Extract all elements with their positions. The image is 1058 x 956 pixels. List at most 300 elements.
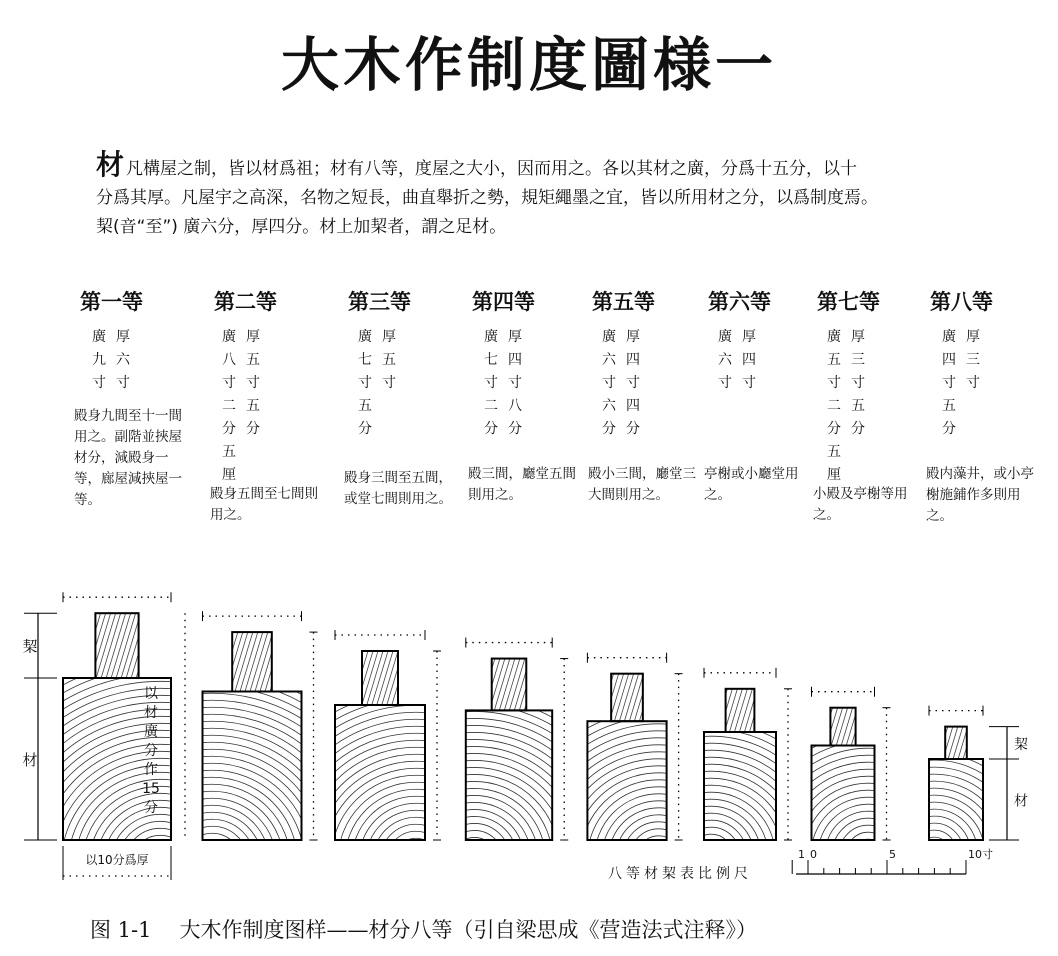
grain-ring (626, 771, 796, 905)
grain-line (312, 651, 328, 705)
grain-line (579, 674, 593, 722)
wood-grain (903, 727, 998, 759)
wood-grain (155, 632, 328, 691)
grain-ring (588, 787, 730, 905)
grain-line (444, 659, 460, 711)
grain-ring (926, 844, 942, 860)
grade-dimension-char: 分 (508, 421, 522, 437)
grain-ring (401, 845, 431, 875)
grain-line (171, 613, 190, 678)
qi-block (232, 632, 272, 691)
grade-dimension-char: 三 (966, 352, 980, 368)
inside-label-char: 分 (144, 743, 158, 759)
grade-dimension-char: 分 (827, 421, 841, 437)
grade-dimension-char: 六 (718, 352, 732, 368)
grain-ring (0, 630, 444, 905)
grain-line (260, 632, 278, 691)
grain-line (514, 659, 530, 711)
grade-usage-note: 殿身五間至七間則用之。 (210, 486, 318, 523)
grain-ring (912, 830, 956, 874)
grain-line (968, 727, 978, 759)
grain-line (235, 632, 253, 691)
grade-usage-note: 殿身三間至五間，或堂七間則用之。 (344, 470, 452, 507)
grain-ring (78, 728, 346, 905)
grade-name: 第七等 (817, 290, 880, 314)
inside-label-char: 以 (144, 686, 158, 702)
grade-dimension-char: 五 (358, 398, 372, 414)
grain-line (769, 689, 782, 732)
grain-line (918, 727, 928, 759)
grain-line (250, 632, 268, 691)
grain-line (784, 689, 797, 732)
grade-dimension-char: 二 (484, 398, 498, 414)
grain-line (866, 708, 877, 746)
wood-grain (0, 611, 413, 905)
grain-line (407, 651, 423, 705)
grain-ring (219, 663, 613, 905)
grain-line (310, 632, 328, 691)
grain-line (861, 708, 872, 746)
grain-ring (396, 781, 552, 905)
grain-line (180, 632, 198, 691)
grain-line (322, 651, 338, 705)
grain-line (564, 674, 578, 722)
grade-dimension-char: 厚 (508, 329, 522, 345)
grain-line (181, 613, 200, 678)
grain-ring (602, 801, 716, 905)
grade-dimension-char: 五 (246, 398, 260, 414)
grade-dimension-char: 厚 (626, 329, 640, 345)
grain-line (71, 613, 90, 678)
inside-label-char: 廣 (144, 724, 158, 740)
scale-tick-label: 0 (810, 848, 817, 861)
grain-line (76, 613, 95, 678)
grade-usage-note: 亭榭或小廳堂用之。 (704, 466, 799, 503)
grade-name: 第三等 (348, 290, 411, 314)
qi-label-right: 栔 (1014, 736, 1028, 753)
grain-line (382, 651, 398, 705)
grain-ring (668, 813, 754, 899)
grade-dimension-char: 五 (222, 444, 236, 460)
grain-line (908, 727, 918, 759)
grain-line (856, 708, 867, 746)
grain-line (963, 727, 973, 759)
grade-dimension-char: 寸 (92, 375, 106, 391)
grain-line (220, 632, 238, 691)
grain-ring (459, 844, 489, 874)
grain-line (876, 708, 887, 746)
grain-line (342, 651, 358, 705)
grain-ring (303, 747, 529, 905)
grain-line (106, 613, 125, 678)
grain-line (111, 613, 130, 678)
grain-line (205, 632, 223, 691)
grain-line (816, 708, 827, 746)
grain-ring (818, 804, 918, 904)
grain-ring (0, 625, 399, 905)
grain-line (554, 674, 568, 722)
grain-line (392, 651, 408, 705)
grain-line (801, 708, 812, 746)
grain-ring (863, 781, 1005, 905)
grain-ring (560, 759, 758, 905)
grain-ring (106, 756, 318, 905)
grade-dimension-char: 分 (484, 421, 498, 437)
grain-line (397, 651, 413, 705)
intro-line-2: 分爲其厚。凡屋宇之高深，名物之短長，曲直舉折之勢，規矩繩墨之宜，皆以所用材之分，以爲制度焉。 (96, 188, 878, 208)
grain-line (352, 651, 368, 705)
grain-line (928, 727, 938, 759)
grain-ring (821, 739, 1047, 905)
grain-ring (310, 754, 522, 905)
grain-line (881, 708, 892, 746)
grain-line (165, 632, 183, 691)
grade-dimension-char: 五 (942, 398, 956, 414)
grain-line (459, 659, 475, 711)
cai-label-right: 材 (1014, 793, 1028, 810)
grain-ring (338, 782, 494, 905)
grain-ring (359, 803, 473, 905)
grain-line (151, 613, 170, 678)
grain-ring (891, 809, 977, 895)
grain-line (841, 708, 852, 746)
grain-ring (352, 796, 480, 905)
grade-dimension-char: 廣 (222, 329, 236, 345)
grain-line (744, 689, 757, 732)
grain-ring (380, 824, 452, 896)
grain-ring (50, 700, 374, 905)
grain-ring (43, 693, 381, 905)
grade-name: 第一等 (80, 290, 143, 314)
grain-line (469, 659, 485, 711)
grain-line (367, 651, 383, 705)
qi-label: 栔 (22, 637, 38, 656)
grain-ring (651, 850, 667, 866)
grade-dimension-char: 寸 (966, 375, 980, 391)
grain-ring (0, 674, 350, 905)
grain-line (307, 651, 323, 705)
grade-dimension-char: 厚 (246, 329, 260, 345)
grade-dimension-char: 五 (382, 352, 396, 368)
intro-line-3: 栔(音“至”) 廣六分，厚四分。材上加栔者，謂之足材。 (96, 217, 507, 237)
grain-line (81, 613, 100, 678)
grain-line (659, 674, 673, 722)
grain-line (300, 632, 318, 691)
grade-dimension-char: 分 (851, 421, 865, 437)
grain-line (161, 613, 180, 678)
grain-line (649, 674, 663, 722)
grade-dimension-char: 寸 (484, 375, 498, 391)
grain-line (166, 613, 185, 678)
grain-line (417, 651, 433, 705)
grain-ring (438, 823, 510, 895)
grain-line (327, 651, 343, 705)
grain-line (195, 632, 213, 691)
grade-dimension-char: 寸 (602, 375, 616, 391)
grain-line (280, 632, 298, 691)
timber-block-7 (720, 687, 1016, 905)
grain-ring (148, 798, 276, 905)
grade-dimension-char: 寸 (382, 375, 396, 391)
wood-grain (11, 613, 200, 678)
grain-ring (197, 847, 227, 877)
grain-line (933, 727, 943, 759)
grain-line (988, 727, 998, 759)
grain-line (871, 708, 882, 746)
grade-dimension-char: 五 (827, 352, 841, 368)
grain-line (175, 632, 193, 691)
grade-dimension-char: 五 (246, 352, 260, 368)
grain-line (584, 674, 598, 722)
grain-line (176, 613, 195, 678)
grade-dimension-char: 厚 (382, 329, 396, 345)
grain-line (779, 689, 792, 732)
grain-ring (466, 851, 482, 867)
grade-dimension-char: 四 (626, 352, 640, 368)
grain-ring (417, 802, 531, 905)
grain-ring (176, 826, 248, 898)
grain-ring (640, 785, 782, 905)
grain-line (56, 613, 75, 678)
grain-ring (755, 741, 981, 905)
grade-dimension-char: 分 (942, 421, 956, 437)
grain-ring (804, 790, 932, 905)
grain-line (851, 708, 862, 746)
grain-ring (89, 793, 231, 905)
grade-usage-note: 殿小三間，廳堂三大間則用之。 (588, 466, 696, 503)
grade-dimension-char: 厘 (827, 467, 841, 483)
grain-ring (155, 805, 269, 905)
grade-dimension-char: 寸 (742, 375, 756, 391)
grain-ring (26, 730, 294, 905)
intro-line-1: 凡構屋之制，皆以材爲祖；材有八等，度屋之大小，因而用之。各以其材之廣，分爲十五分，以十 (126, 159, 858, 179)
grain-line (170, 632, 188, 691)
grain-line (781, 708, 792, 746)
grain-line (549, 659, 565, 711)
grain-line (674, 674, 688, 722)
grain-line (554, 659, 570, 711)
grain-line (729, 689, 742, 732)
grain-line (494, 659, 510, 711)
grade-dimension-char: 四 (626, 398, 640, 414)
grain-ring (205, 649, 627, 905)
grain-ring (75, 779, 245, 905)
grain-line (357, 651, 373, 705)
grain-line (285, 632, 303, 691)
grain-line (499, 659, 515, 711)
grain-line (684, 689, 697, 732)
grain-line (509, 659, 525, 711)
grain-line (559, 659, 575, 711)
figure-caption-text: 大木作制度图样——材分八等（引自梁思成《营造法式注释》） (179, 918, 757, 942)
grain-line (796, 708, 807, 746)
grain-line (973, 727, 983, 759)
grade-dimension-char: 廣 (602, 329, 616, 345)
grain-line (589, 674, 603, 722)
grain-line (734, 689, 747, 732)
grain-line (210, 632, 228, 691)
grain-ring (898, 816, 970, 888)
inside-label-char: 作 (144, 762, 158, 778)
grain-line (539, 659, 555, 711)
grade-dimension-char: 八 (222, 352, 236, 368)
grain-line (529, 659, 545, 711)
grain-line (337, 651, 353, 705)
grain-line (46, 613, 65, 678)
grain-ring (99, 749, 325, 905)
grain-line (938, 727, 948, 759)
grain-ring (375, 760, 573, 905)
grain-ring (319, 704, 629, 905)
grain-line (255, 632, 273, 691)
grain-ring (661, 806, 761, 905)
grain-line (240, 632, 258, 691)
grain-line (699, 689, 712, 732)
grain-line (265, 632, 283, 691)
grain-line (402, 651, 418, 705)
grain-line (786, 708, 797, 746)
grade-dimension-char: 厚 (116, 329, 130, 345)
grade-dimension-char: 六 (602, 352, 616, 368)
grain-ring (853, 839, 883, 869)
grain-line (739, 689, 752, 732)
grain-line (131, 613, 150, 678)
grain-ring (797, 783, 939, 905)
grade-dimension-char: 分 (626, 421, 640, 437)
grain-line (978, 727, 988, 759)
grade-dimension-char: 厚 (742, 329, 756, 345)
grade-usage-note: 殿身九間至十一間用之。副階並挾屋材分，減殿身一等，廊屋減挾屋一等。 (74, 408, 182, 508)
grain-line (225, 632, 243, 691)
grain-line (36, 613, 55, 678)
grain-line (774, 689, 787, 732)
grain-line (66, 613, 85, 678)
grain-ring (247, 691, 585, 905)
grain-ring (190, 840, 234, 884)
grain-line (422, 651, 438, 705)
cai-timber (203, 692, 302, 841)
grade-dimension-char: 寸 (508, 375, 522, 391)
grain-ring (204, 854, 220, 870)
grain-ring (141, 791, 283, 905)
grain-ring (776, 762, 960, 905)
grade-dimension-char: 四 (508, 352, 522, 368)
grain-line (61, 613, 80, 678)
grain-line (295, 632, 313, 691)
scale-title: 八等材栔表比例尺 (608, 866, 752, 882)
grain-line (190, 632, 208, 691)
grain-ring (0, 660, 364, 905)
grain-line (544, 659, 560, 711)
grain-ring (82, 786, 238, 905)
grain-ring (612, 757, 810, 905)
grain-line (534, 659, 550, 711)
grade-dimension-char: 寸 (827, 375, 841, 391)
grain-ring (212, 656, 620, 905)
grain-ring (0, 611, 413, 905)
grain-ring (317, 761, 515, 905)
grain-ring (57, 707, 367, 905)
grain-ring (282, 726, 550, 905)
grain-ring (71, 721, 353, 905)
wood-grain (0, 630, 444, 905)
grain-line (305, 632, 323, 691)
grade-dimension-char: 七 (484, 352, 498, 368)
grade-name: 第六等 (708, 290, 771, 314)
grade-usage-note: 殿内藻井，或小亭榭施鋪作多則用之。 (926, 466, 1034, 524)
grain-ring (811, 797, 925, 905)
grain-ring (762, 748, 974, 905)
wood-grain (781, 708, 892, 746)
grade-dimension-char: 寸 (942, 375, 956, 391)
grain-line (791, 708, 802, 746)
grain-ring (609, 808, 709, 905)
grade-dimension-char: 六 (602, 398, 616, 414)
grain-ring (289, 733, 543, 905)
grain-line (754, 689, 767, 732)
grain-line (504, 659, 520, 711)
grain-line (903, 727, 913, 759)
grain-line (412, 651, 428, 705)
grain-ring (298, 683, 650, 905)
grain-ring (408, 852, 424, 868)
grade-dimension-char: 二 (222, 398, 236, 414)
grain-ring (0, 667, 357, 905)
grain-line (126, 613, 145, 678)
grain-line (275, 632, 293, 691)
grain-line (156, 613, 175, 678)
inside-label-char: 材 (144, 705, 158, 721)
grain-ring (870, 788, 998, 905)
wood-grain (549, 674, 688, 722)
grade-dimension-char: 厚 (851, 329, 865, 345)
scale-tick-label: 10寸 (968, 848, 993, 861)
grain-ring (183, 833, 241, 891)
grain-line (427, 651, 443, 705)
grain-line (41, 613, 60, 678)
grain-ring (633, 778, 789, 905)
grain-line (116, 613, 135, 678)
grain-line (983, 727, 993, 759)
grain-ring (860, 846, 876, 862)
grade-dimension-char: 寸 (718, 375, 732, 391)
grade-usage-note: 小殿及亭榭等用之。 (813, 486, 908, 523)
grain-line (297, 651, 313, 705)
grain-line (674, 689, 687, 732)
grain-line (948, 727, 958, 759)
grain-ring (0, 653, 371, 905)
qi-block (611, 674, 643, 722)
grade-dimension-char: 五 (827, 444, 841, 460)
grain-line (101, 613, 120, 678)
grain-line (836, 708, 847, 746)
timber-block-2 (0, 611, 444, 905)
grade-dimension-char: 廣 (718, 329, 732, 345)
grain-line (923, 727, 933, 759)
grade-name: 第八等 (930, 290, 993, 314)
inside-label-char: 分 (144, 800, 158, 816)
grade-dimension-char: 七 (358, 352, 372, 368)
grain-ring (616, 815, 702, 901)
grade-dimension-char: 寸 (222, 375, 236, 391)
grain-line (160, 632, 178, 691)
grain-line (317, 651, 333, 705)
grade-dimension-char: 分 (246, 421, 260, 437)
grain-line (474, 659, 490, 711)
grain-line (432, 651, 448, 705)
grain-line (664, 674, 678, 722)
grade-dimension-char: 寸 (358, 375, 372, 391)
